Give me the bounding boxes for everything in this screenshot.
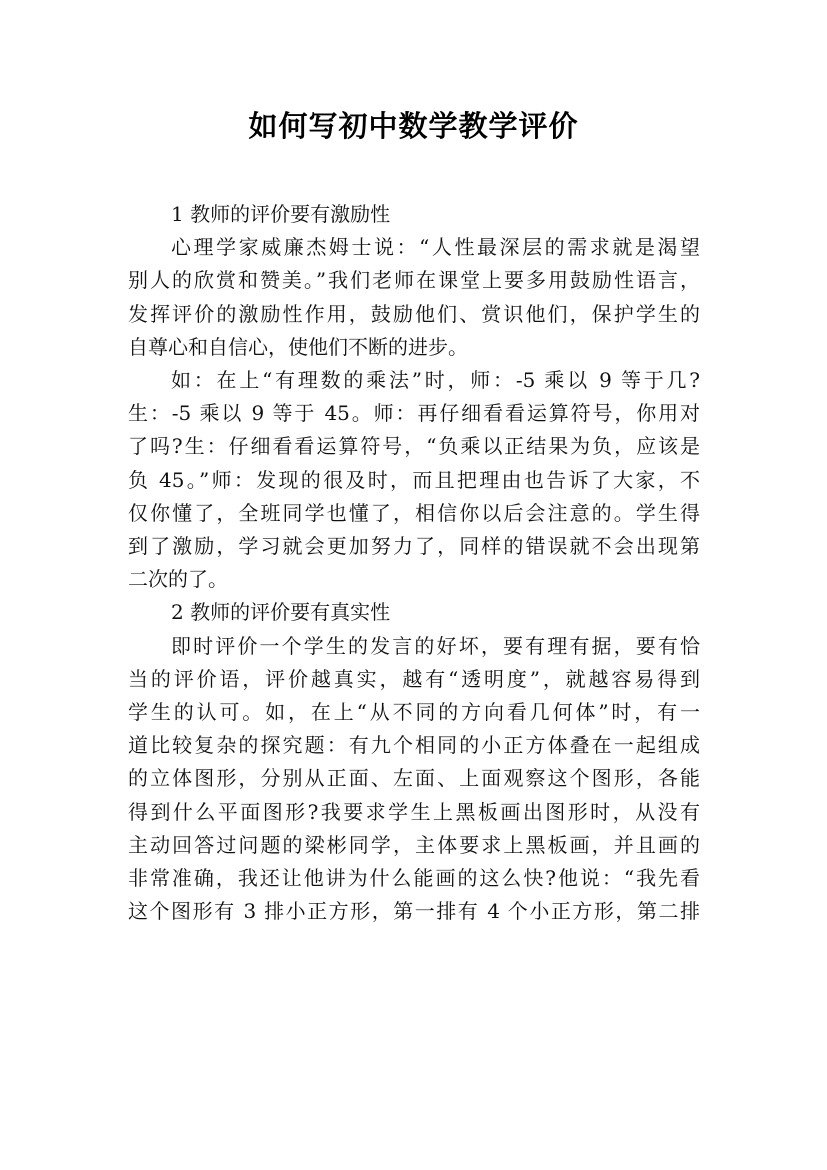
paragraph-line: 如：在上“有理数的乘法”时，师：-5 乘以 9 等于几? [171, 368, 700, 392]
section-heading: 2 教师的评价要有真实性 [171, 600, 391, 625]
paragraph-line: 得到什么平面图形?我要求学生上黑板画出图形时，从没有 [128, 799, 700, 824]
paragraph-line: 自尊心和自信心，使他们不断的进步。 [128, 334, 468, 359]
paragraph-line: 仅你懂了，全班同学也懂了，相信你以后会注意的。学生得 [128, 500, 700, 525]
paragraph-line: 负 45。”师：发现的很及时，而且把理由也告诉了大家，不 [128, 467, 700, 492]
section-heading: 1 教师的评价要有激励性 [171, 202, 391, 226]
paragraph-line: 心理学家威廉杰姆士说：“人性最深层的需求就是渴望 [171, 235, 700, 260]
paragraph-line: 二次的了。 [128, 567, 228, 592]
paragraph-line: 这个图形有 3 排小正方形，第一排有 4 个小正方形，第二排 [128, 899, 700, 924]
paragraph-line: 非常准确，我还让他讲为什么能画的这么快?他说：“我先看 [128, 866, 700, 890]
paragraph-line: 当的评价语，评价越真实，越有“透明度”，就越容易得到 [128, 666, 700, 691]
paragraph-line: 生：-5 乘以 9 等于 45。师：再仔细看看运算符号，你用对 [128, 401, 700, 426]
page-title: 如何写初中数学教学评价 [248, 109, 579, 143]
paragraph-line: 了吗?生：仔细看看运算符号，“负乘以正结果为负，应该是 [128, 434, 700, 459]
paragraph-line: 的立体图形，分别从正面、左面、上面观察这个图形，各能 [128, 766, 700, 791]
paragraph-line: 道比较复杂的探究题：有九个相同的小正方体叠在一起组成 [128, 733, 700, 758]
paragraph-line: 别人的欣赏和赞美。”我们老师在课堂上要多用鼓励性语言， [128, 268, 700, 293]
paragraph-line: 学生的认可。如，在上“从不同的方向看几何体”时，有一 [128, 700, 700, 724]
paragraph-line: 到了激励，学习就会更加努力了，同样的错误就不会出现第 [128, 534, 700, 558]
paragraph-line: 发挥评价的激励性作用，鼓励他们、赏识他们，保护学生的 [128, 301, 700, 326]
paragraph-line: 即时评价一个学生的发言的好坏，要有理有据，要有恰 [171, 633, 700, 658]
paragraph-line: 主动回答过问题的梁彬同学，主体要求上黑板画，并且画的 [128, 832, 700, 857]
